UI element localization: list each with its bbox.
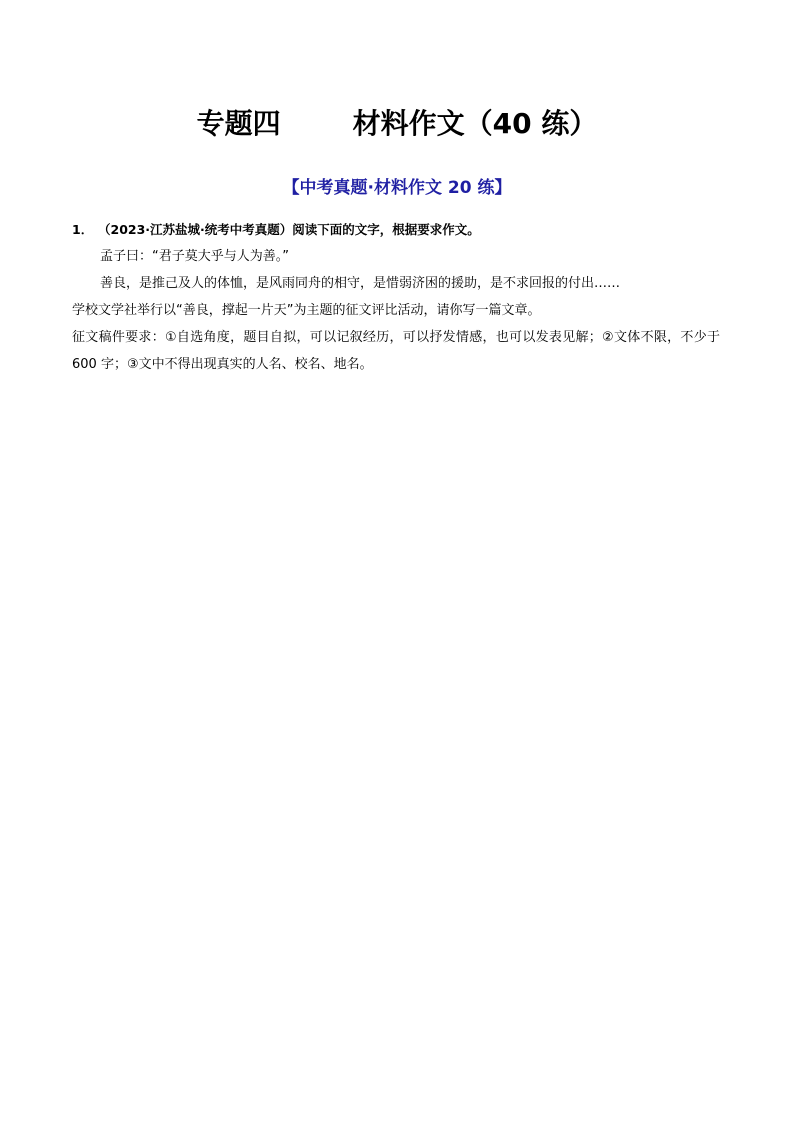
title-subject: 材料作文（40 练）: [352, 107, 598, 140]
page-title: [0, 104, 794, 144]
section-heading: 【中考真题·材料作文 20 练】: [282, 178, 512, 198]
title-topic: 专题四: [196, 107, 281, 140]
requirements-text: 征文稿件要求：①自选角度，题目自拟，可以记叙经历，可以抒发情感，也可以发表见解；②文体不限，不少于 600 字；③文中不得出现真实的人名、校名、地名。: [72, 330, 720, 372]
question-header: [72, 216, 720, 243]
material-text: 善良，是推己及人的体恤，是风雨同舟的相守，是惜弱济困的援助，是不求回报的付出……: [100, 276, 621, 291]
question-number: 1．: [72, 222, 94, 237]
question-source-prompt: （2023·江苏盐城·统考中考真题）阅读下面的文字，根据要求作文。: [98, 222, 480, 237]
activity-text: 学校文学社举行以“善良，撑起一片天”为主题的征文评比活动，请你写一篇文章。: [72, 303, 541, 318]
mencius-quote: 孟子曰：“君子莫大乎与人为善。”: [100, 249, 289, 264]
question-block: [72, 216, 720, 378]
